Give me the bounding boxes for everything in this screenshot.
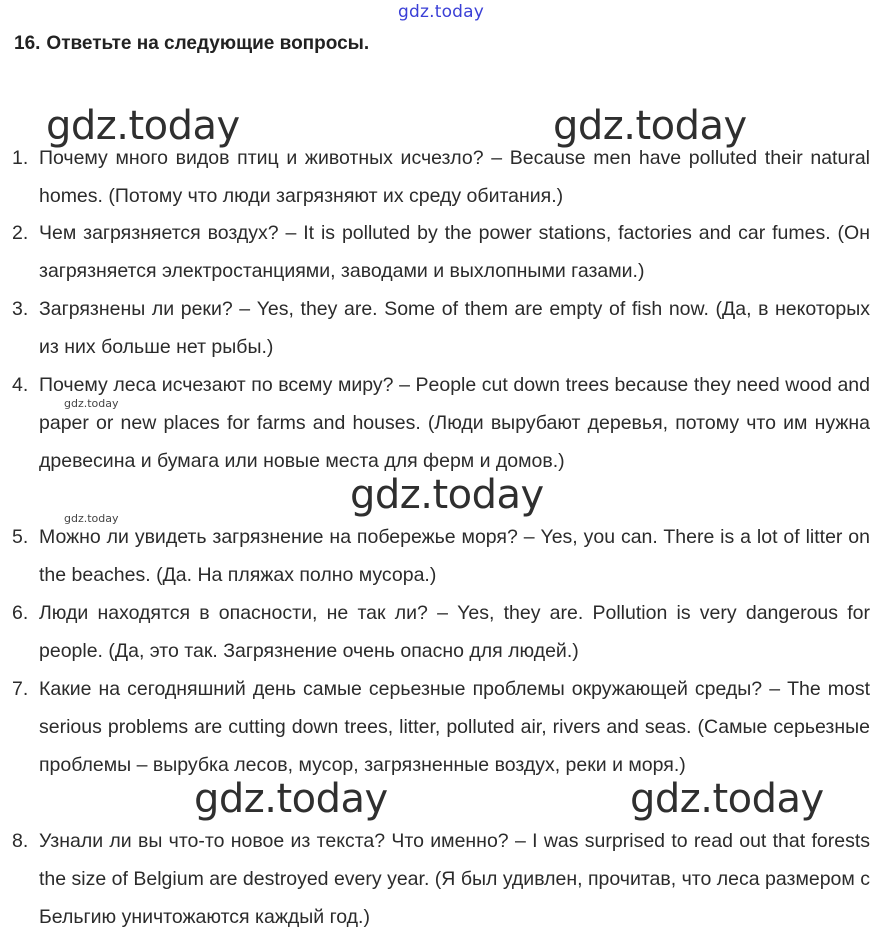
answer-item-1: [12, 139, 870, 215]
answer-number: 4.: [12, 374, 29, 396]
watermark-large: gdz.today: [194, 776, 388, 822]
answer-number: 2.: [12, 222, 29, 244]
answer-number: 5.: [12, 526, 29, 548]
answer-number: 3.: [12, 298, 29, 320]
watermark-top: gdz.today: [398, 2, 485, 22]
answer-text: Почему леса исчезают по всему миру? – People cut down trees because they need wood and paper or new places for farms and houses. (Люди вырубают деревья, потому что им нужна древесина и бумага или новые места для ферм и домов.): [39, 374, 870, 472]
watermark-large: gdz.today: [630, 776, 824, 822]
answer-number: 6.: [12, 602, 29, 624]
answer-text: Загрязнены ли реки? – Yes, they are. Some of them are empty of fish now. (Да, в некоторых из них больше нет рыбы.): [39, 298, 870, 358]
answer-text: Люди находятся в опасности, не так ли? – Yes, they are. Pollution is very dangerous for people. (Да, это так. Загрязнение очень опасно для людей.): [39, 602, 870, 662]
watermark-large: gdz.today: [553, 103, 747, 149]
answer-item-6: [12, 594, 870, 670]
answer-item-2: [12, 214, 870, 290]
watermark-large: gdz.today: [350, 472, 544, 518]
answer-text: Узнали ли вы что-то новое из текста? Что именно? – I was surprised to read out that forests the size of Belgium are destroyed every year. (Я был удивлен, прочитав, что леса размером с Бельгию уничтожаются каждый год.): [39, 830, 870, 928]
answer-item-7: [12, 670, 870, 784]
answer-text: Какие на сегодняшний день самые серьезные проблемы окружающей среды? – The most serious problems are cutting down trees, litter, polluted air, rivers and seas. (Самые серьезные проблемы – вырубка лесов, мусор, загрязненные воздух, реки и моря.): [39, 678, 870, 776]
answer-item-4: [12, 366, 870, 480]
watermark-large: gdz.today: [46, 103, 240, 149]
exercise-heading: [14, 33, 369, 55]
watermark-small: gdz.today: [64, 397, 119, 410]
answer-number: 1.: [12, 147, 29, 169]
exercise-number: 16.: [14, 33, 41, 54]
answer-item-3: [12, 290, 870, 366]
answer-number: 7.: [12, 678, 29, 700]
answer-number: 8.: [12, 830, 29, 852]
watermark-small: gdz.today: [64, 512, 119, 525]
answer-text: Чем загрязняется воздух? – It is polluted by the power stations, factories and car fumes. (Он загрязняется электростанциями, заводами и выхлопными газами.): [39, 222, 870, 282]
answer-text: Можно ли увидеть загрязнение на побережье моря? – Yes, you can. There is a lot of litter on the beaches. (Да. На пляжах полно мусора.): [39, 526, 870, 586]
answer-text: Почему много видов птиц и животных исчезло? – Because men have polluted their natural homes. (Потому что люди загрязняют их среду обитания.): [39, 147, 870, 207]
answer-item-8: [12, 822, 870, 936]
answer-item-5: [12, 518, 870, 594]
exercise-title: Ответьте на следующие вопросы.: [46, 33, 370, 54]
